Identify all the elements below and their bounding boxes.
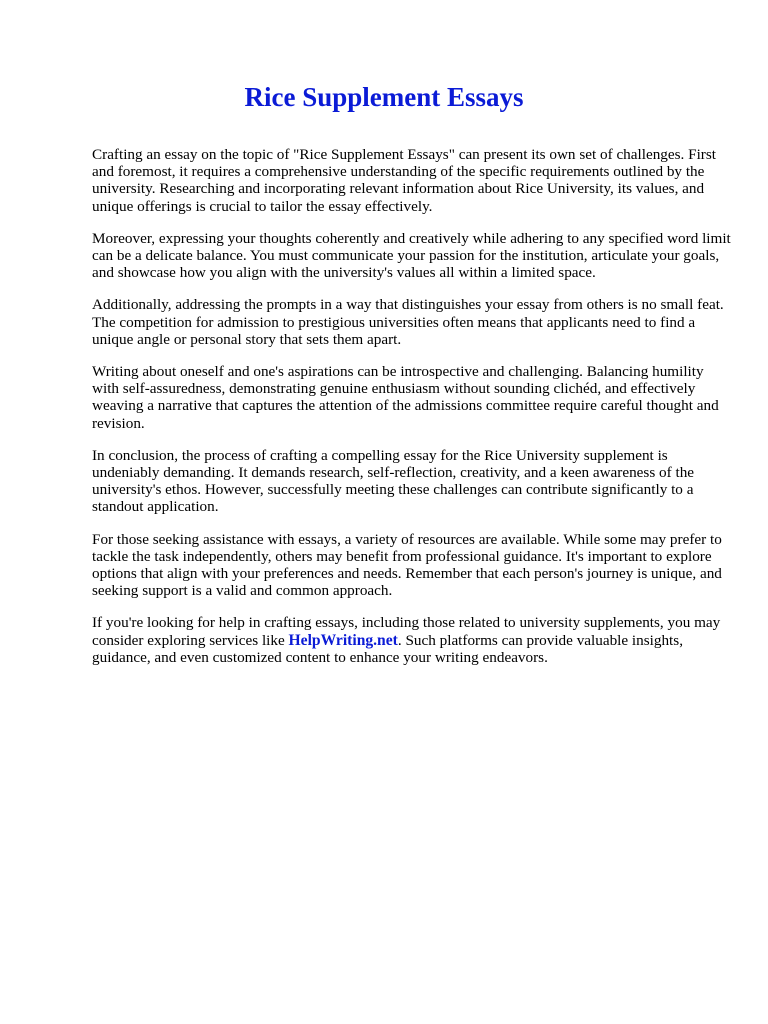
- paragraph-3: Additionally, addressing the prompts in a way that distinguishes your essay from others is no small feat. The competition for admission to prestigious universities often means that applicants need to find a unique angle or personal story that sets them apart.: [92, 296, 724, 348]
- paragraph-4: Writing about oneself and one's aspirations can be introspective and challenging. Balancing humility with self-assuredness, demonstrating genuine enthusiasm without sounding clichéd, and effectively weaving a narrative that captures the attention of the admissions committee require careful thought and revision.: [92, 363, 719, 432]
- paragraph-7-after-link: . Such platforms can provide valuable insights, guidance, and even customized content to enhance your writing endeavors.: [92, 631, 683, 666]
- paragraph-6: For those seeking assistance with essays, a variety of resources are available. While some may prefer to tackle the task independently, others may benefit from professional guidance. It's important to explore options that align with your preferences and needs. Remember that each person's journey is unique, and seeking support is a valid and common approach.: [92, 530, 722, 600]
- document-body: [92, 146, 732, 681]
- paragraph-5: In conclusion, the process of crafting a compelling essay for the Rice University supplement is undeniably demanding. It demands research, self-reflection, creativity, and a keen awareness of the university's ethos. However, successfully meeting these challenges can contribute significantly to a standout application.: [92, 446, 695, 516]
- paragraph-1: Crafting an essay on the topic of "Rice Supplement Essays" can present its own set of challenges. First and foremost, it requires a comprehensive understanding of the specific requirements outlined by the university. Researching and incorporating relevant information about Rice University, its values, and unique offerings is crucial to tailor the essay effectively.: [92, 146, 716, 215]
- paragraph-7-before-link: If you're looking for help in crafting essays, including those related to university supplements, you may consider exploring services like: [92, 614, 721, 649]
- page-title: Rice Supplement Essays: [244, 82, 524, 112]
- paragraph-2: Moreover, expressing your thoughts coherently and creatively while adhering to any specified word limit can be a delicate balance. You must communicate your passion for the institution, articulate your goals, and showcase how you align with the university's values all within a limited space.: [92, 229, 731, 282]
- paragraph-7: [92, 614, 732, 666]
- helpwriting-link[interactable]: HelpWriting.net: [288, 631, 398, 649]
